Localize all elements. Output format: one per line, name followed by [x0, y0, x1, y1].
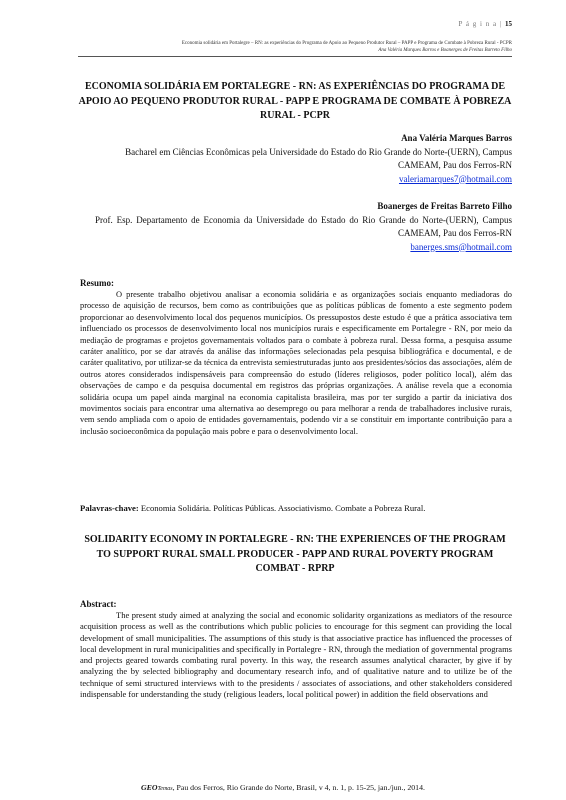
keywords-text: Economia Solidária. Políticas Públicas. Associativismo. Combate a Pobreza Rural.	[140, 503, 426, 513]
running-title: Economia solidária em Portalegre – RN: as experiências do Programa de Apoio ao Pequeno Produtor Rural – PAPP e Programa de Combate à Pobreza Rural - PCPR	[181, 41, 512, 46]
running-authors: Ana Valéria Marques Barros e Boanerges de Freitas Barreto Filho	[378, 48, 512, 53]
footer-citation	[0, 783, 566, 792]
author-affiliation: Bacharel em Ciências Econômicas pela Universidade do Estado do Rio Grande do Norte-(UERN), Campus CAMEAM, Pau dos Ferros-RN	[125, 146, 512, 170]
keywords	[80, 503, 512, 513]
author-name: Boanerges de Freitas Barreto Filho	[377, 201, 512, 211]
keywords-label: Palavras-chave:	[80, 503, 139, 513]
journal-name-sub: Temas	[157, 786, 173, 792]
header-divider	[78, 56, 512, 57]
author-affiliation: Prof. Esp. Departamento de Economia da Universidade do Estado do Rio Grande do Norte-(UERN), Campus CAMEAM, Pau dos Ferros-RN	[95, 214, 512, 238]
author-name: Ana Valéria Marques Barros	[401, 133, 512, 143]
title-english: SOLIDARITY ECONOMY IN PORTALEGRE - RN: THE EXPERIENCES OF THE PROGRAM TO SUPPORT RURAL SMALL PRODUCER - PAPP AND RURAL POVERTY PROGRAM COMBAT - RPRP	[84, 534, 506, 574]
page-separator: |	[497, 20, 505, 28]
abstract-body	[80, 610, 512, 700]
journal-name: GEO	[141, 783, 158, 792]
author-email-link[interactable]: valeriamarques7@hotmail.com	[398, 173, 512, 184]
citation-text: , Pau dos Ferros, Rio Grande do Norte, Brasil, v 4, n. 1, p. 15-25, jan./jun., 2014.	[172, 783, 425, 792]
page-number-label	[459, 20, 512, 28]
page-number: 15	[505, 20, 512, 28]
abstract-text: The present study aimed at analyzing the social and economic solidarity organizations as mediators of the resource acquisition process as well as the contributions which public policies to encourage for this segment can providing the local development of small municipalities. The assumptions of this study is that associative practice has influenced the processes of local development in rural municipalities and specifically in Portalegre - RN, through the mediation of governmental programs and projects geared towards combating rural poverty. In this way, the research assumes analytical character, by give if by analyzing the by selected bibliography and documentary research info, and of qualitative nature and to utilize be of the technique of semi structured interviews with to the presidents / associates of associations, and other stakeholders considered indispensable for understanding the study (religious leaders, local political power) in addition the field observations and	[80, 610, 512, 700]
title-portuguese: ECONOMIA SOLIDÁRIA EM PORTALEGRE - RN: AS EXPERIÊNCIAS DO PROGRAMA DE APOIO AO PEQUENO PRODUTOR RURAL - PAPP E PROGRAMA DE COMBATE À POBREZA RURAL - PCPR	[78, 81, 512, 121]
page-word: P á g i n a	[458, 20, 498, 28]
author-1	[95, 132, 512, 186]
author-2	[95, 200, 512, 254]
resumo-heading: Resumo:	[80, 278, 114, 288]
resumo-text: O presente trabalho objetivou analisar a economia solidária e as organizações sociais enquanto mediadoras do processo de aquisição de recursos, bem como as contribuições que as políticas públicas de fomento a este segmento podem proporcionar ao desenvolvimento local dos pequenos municípios. Os pressupostos deste estudo é que a prática associativa tem influenciado os processos de desenvolvimento local nos municípios rurais e especificamente em Portalegre - RN, por meio da mediação de programas e projetos governamentais voltados para o combate à pobreza rural. Dessa forma, a pesquisa assume caráter analítico, por se dar através da análise das informações selecionadas pela pesquisa bibliográfica e documental, e de caráter qualitativo, por utilizar-se da técnica da entrevista semiestruturadas junto aos presidentes/sócios das associações, além de outros atores considerados indispensáveis para compreensão do estudo (líderes religiosos, poder político local), além das observações de campo e da pesquisa documental em registros das próprias organizações. A análise revela que a economia solidária ocupa um papel ainda marginal na economia capitalista brasileira, mas por ter surgido a partir da iniciativa dos movimentos sociais para encontrar uma alternativa ao desemprego ou para melhorar a renda de trabalhadores inclusive rurais, vem sendo ampliada com o apoio de entidades governamentais, podendo vir a se constituir em importante contribuição para a inclusão socioeconômica da população mais pobre e para o desenvolvimento local.	[80, 290, 512, 436]
resumo-body	[80, 289, 512, 437]
abstract-heading: Abstract:	[80, 599, 117, 609]
author-email-link[interactable]: banerges.sms@hotmail.com	[410, 241, 512, 252]
